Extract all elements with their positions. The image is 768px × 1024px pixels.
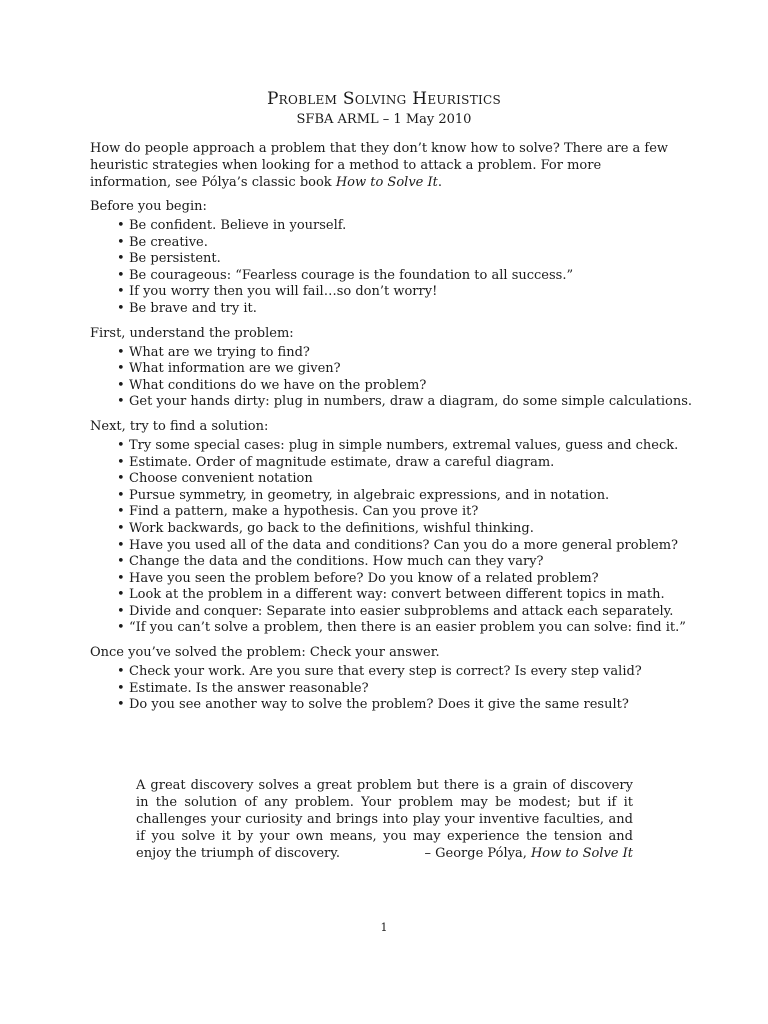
list-item: • Have you used all of the data and conditions? Can you do a more general problem? [117,538,682,555]
list-item: • What are we trying to find? [117,345,682,362]
list-item: • Check your work. Are you sure that every step is correct? Is every step valid? [117,664,682,681]
intro-text: How do people approach a problem that they don’t know how to solve? There are a few heuristic strategies when looking for a method to attack a problem. For more information, see Pólya’s classic book [90,141,669,190]
quote-attribution [136,846,633,861]
document-subtitle: SFBA ARML – 1 May 2010 [296,112,472,127]
section-check-answer [90,644,682,714]
list-item: • Find a pattern, make a hypothesis. Can you prove it? [117,504,682,521]
section-label: First, understand the problem: [90,325,294,341]
attribution-book-title: How to Solve It [530,846,633,861]
page-number: 1 [380,921,388,934]
list-item: • Divide and conquer: Separate into easier subproblems and attack each separately. [117,604,682,621]
list-item: • Estimate. Order of magnitude estimate, draw a careful diagram. [117,455,682,472]
bullet-list [90,218,682,318]
intro-book-title: How to Solve It [335,175,438,190]
list-item: • Work backwards, go back to the definitions, wishful thinking. [117,521,682,538]
list-item: • Have you seen the problem before? Do you know of a related problem? [117,571,682,588]
list-item: • Be brave and try it. [117,301,682,318]
attribution-author: – George Pólya, [424,846,531,861]
bullet-list [90,437,686,637]
intro-paragraph [90,140,682,191]
list-item: • Choose convenient notation [117,471,682,488]
list-item: • Change the data and the conditions. How much can they vary? [117,554,682,571]
list-item: • Be persistent. [117,251,682,268]
section-before-you-begin [90,198,682,318]
list-item: • Do you see another way to solve the problem? Does it give the same result? [117,697,682,714]
intro-period: . [437,175,442,190]
list-item: • “If you can’t solve a problem, then there is an easier problem you can solve: find it.” [117,620,682,637]
document-body [90,140,692,721]
polya-quote: A great discovery solves a great problem but there is a grain of discovery in the solution of any problem. Your problem may be modest; but if it challenges your curiosity and brings into play your inventive faculties, and if you solve it by your own means, you may experience the tension and enjoy the triumph of discovery. [136,778,633,861]
bullet-list [90,664,682,714]
list-item: • Be courageous: “Fearless courage is the foundation to all success.” [117,268,682,285]
list-item: • What information are we given? [117,361,682,378]
list-item: • Look at the problem in a different way: convert between different topics in math. [117,587,682,604]
list-item: • Estimate. Is the answer reasonable? [117,681,682,698]
list-item: • Try some special cases: plug in simple numbers, extremal values, guess and check. [117,438,682,455]
list-item: • Be creative. [117,235,682,252]
document-title: Problem Solving Heuristics [266,89,502,109]
section-label: Next, try to find a solution: [90,418,269,434]
section-label: Once you’ve solved the problem: Check your answer. [90,645,440,661]
bullet-list [90,344,692,411]
section-label: Before you begin: [90,199,207,214]
list-item: • If you worry then you will fail…so don’t worry! [117,284,682,301]
list-item: • Be confident. Believe in yourself. [117,218,682,235]
list-item: • What conditions do we have on the problem? [117,378,682,395]
section-find-solution [90,418,686,637]
section-understand-problem [90,325,692,411]
list-item: • Pursue symmetry, in geometry, in algebraic expressions, and in notation. [117,488,682,505]
list-item: • Get your hands dirty: plug in numbers, draw a diagram, do some simple calculations. [117,394,682,411]
